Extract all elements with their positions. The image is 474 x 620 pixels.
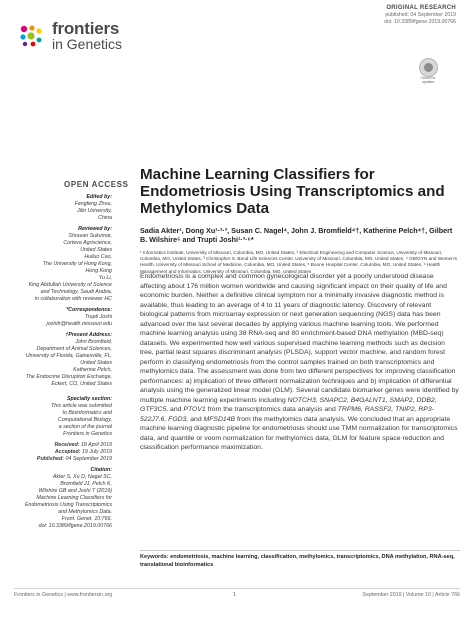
specialty-section-list xyxy=(14,403,112,438)
date-value: 04 September 2019 xyxy=(65,456,112,462)
date-accepted xyxy=(14,449,112,456)
citation-label: Citation: xyxy=(90,467,112,473)
article-dates xyxy=(14,442,112,463)
abstract xyxy=(140,272,460,453)
article-title: Machine Learning Classifiers for Endometriosis Using Transcriptomics and Methylomics Data xyxy=(140,166,445,217)
date-label: Accepted: xyxy=(54,449,81,455)
date-label: Received: xyxy=(54,442,80,448)
citation-line[interactable]: doi: 10.3389/fgene.2019.00766 xyxy=(38,523,112,529)
address-line: Eckert, CO, United States xyxy=(51,381,112,387)
specialty-section-label: Specialty section: xyxy=(66,396,112,402)
specialty-line: Frontiers in Genetics xyxy=(63,431,112,437)
citation-line: Wilshire GB and Joshi T (2019) xyxy=(38,488,112,494)
edited-by-label: Edited by: xyxy=(86,194,112,200)
published-date: published: 04 September 2019 xyxy=(385,12,456,18)
citation-text xyxy=(14,474,112,530)
date-label: Published: xyxy=(36,456,64,462)
check-for-updates-badge[interactable] xyxy=(418,58,438,82)
author-list: Sadia Akter¹, Dong Xu¹·²·³, Susan C. Nagel⁴, John J. Bromfield⁴†, Katherine Pelch⁴†, Gilbert B. Wilshire⁵ and Trupti Joshi¹·³·⁶* xyxy=(140,226,453,244)
correspondence-label: *Correspondence: xyxy=(66,307,112,313)
citation-line: and Methylomics Data. xyxy=(58,509,112,515)
specialty-line: to Bioinformatics and xyxy=(62,410,112,416)
citation-line: Bromfield JJ, Pelch K, xyxy=(60,481,112,487)
abstract-text: and xyxy=(168,406,184,413)
check-updates-label: Check for updates xyxy=(420,76,436,84)
address-line: United States xyxy=(80,360,112,366)
reviewer-line: Hong Kong xyxy=(85,268,112,274)
address-line: John Bromfield, xyxy=(75,339,112,345)
brand-name: frontiers xyxy=(52,19,120,38)
abstract-text: from the methylomics data analysis. We concluded that an appropriate machine learning diagnostic pipeline for endometriosis should use TMM normalization for transcriptomics data, and quantile or voom normalization for methylomics data, GLM for feature space reduction and classification performance maximization. xyxy=(140,415,458,451)
footer-divider xyxy=(14,588,460,589)
address-line: Department of Animal Sciences, xyxy=(36,346,112,352)
citation-line: Front. Genet. 10:766. xyxy=(61,516,112,522)
article-type: ORIGINAL RESEARCH xyxy=(386,5,456,11)
citation-line: Akter S, Xu D, Nagel SC, xyxy=(52,474,112,480)
specialty-line: Computational Biology, xyxy=(57,417,112,423)
journal-logo[interactable] xyxy=(18,17,168,57)
footer-issue: September 2019 | Volume 10 | Article 766 xyxy=(362,592,460,598)
editor-line: China xyxy=(98,215,112,221)
reviewer-line: The University of Hong Kong, xyxy=(42,261,112,267)
gene-list: PTOV1 xyxy=(183,406,206,413)
article-meta xyxy=(384,5,456,26)
present-address-list xyxy=(14,339,112,388)
date-published xyxy=(14,456,112,463)
reviewer-line: Yu Li, xyxy=(98,275,112,281)
address-line: University of Florida, Gainesville, FL, xyxy=(25,353,112,359)
reviewer-line: in collaboration with reviewer HC xyxy=(34,296,112,302)
journal-name: in Genetics xyxy=(52,36,123,52)
open-access-label: OPEN ACCESS xyxy=(64,180,129,189)
reviewer-line: United States xyxy=(80,247,112,253)
reviewed-by-label: Reviewed by: xyxy=(78,226,112,232)
specialty-line: a section of the journal xyxy=(58,424,112,430)
citation-line: Endometriosis Using Transcriptomics xyxy=(24,502,112,508)
edited-by-list xyxy=(14,201,112,222)
gene-list: NOTCH3, SNAPC2, B4GALNT1, SMAP2, DDB2, GTF3C5, xyxy=(140,396,437,413)
editor-line: Jilin University, xyxy=(77,208,112,214)
correspondence-email[interactable]: joshitr@health.missouri.edu xyxy=(46,321,112,327)
editor-line: Fengfeng Zhou, xyxy=(74,201,112,207)
reviewer-line: and Technology, Saudi Arabia, xyxy=(40,289,112,295)
abstract-text: and xyxy=(188,415,204,423)
date-value: 19 July 2019 xyxy=(81,449,112,455)
abstract-text: from the transcriptomics data analysis and xyxy=(205,406,338,413)
reviewer-line: Shravan Sukumar, xyxy=(68,233,112,239)
reviewer-line: Corteva Agriscience, xyxy=(63,240,112,246)
gene-list: TRPM6, RASSF2, TNIP2, RP3-522J7.6, FGD3, xyxy=(140,406,434,423)
gene-list: MFSD14B xyxy=(203,415,236,423)
reviewed-by-list xyxy=(14,233,112,303)
date-value: 18 April 2019 xyxy=(80,442,112,448)
sidebar-notes xyxy=(14,194,112,530)
specialty-line: This article was submitted xyxy=(51,403,112,409)
keywords xyxy=(140,554,460,569)
footer-journal-site[interactable]: Frontiers in Genetics | www.frontiersin.org xyxy=(14,592,113,598)
abstract-text: Endometriosis is a complex and common gynecological disorder yet a poorly understood disease affecting about 176 million women worldwide and causing significant impact on their quality of life and economic burden. Neither a definitive clinical symptom nor a minimally invasive diagnostic method is available, thus leading to an average of 4 to 11 years of diagnostic latency. Discovery of relevant biological patterns from microarray expression or next generation sequencing (NGS) data has been advanced over the last several decades by applying various machine learning tools. We performed machine learning analysis using 38 RNA-seq and 80 enrichment-based DNA methylation (MBD-seq) datasets. We experimented how well various supervised machine learning methods such as decision tree, partial least squares discriminant analysis (PLSDA), support vector machine, and random forest perform in classifying endometriosis from the control samples trained on both transcriptomics and methylomics data. The assessment was done from two different perspectives for improving classification performances: a) implication of three different normalization techniques and b) implication of differential analysis using the generalized linear model (GLM). Several candidate biomarker genes were identified by multiple machine learning experiments including xyxy=(140,273,459,404)
address-line: Katherine Pelch, xyxy=(73,367,112,373)
divider xyxy=(140,550,460,551)
address-line: The Endocrine Disruption Exchange, xyxy=(25,374,112,380)
correspondence-name: Trupti Joshi xyxy=(85,314,112,320)
reviewer-line: Huiluo Cao, xyxy=(84,254,112,260)
check-updates-icon xyxy=(419,58,438,77)
citation-line: Machine Learning Classifiers for xyxy=(36,495,112,501)
frontiers-logo-icon xyxy=(18,23,44,49)
article-doi[interactable]: doi: 10.3389/fgene.2019.00766 xyxy=(384,19,456,25)
footer-page-number: 1 xyxy=(233,592,236,598)
reviewer-line: King Abdullah University of Science xyxy=(28,282,112,288)
date-received xyxy=(14,442,112,449)
keywords-label: Keywords: xyxy=(140,554,169,560)
keywords-text: endometriosis, machine learning, classification, methylomics, transcriptomics, DNA methylation, RNA-seq, translational bioinformatics xyxy=(140,554,455,568)
present-address-label: †Present Address: xyxy=(65,332,112,338)
affiliations: ¹ Informatics Institute, University of Missouri, Columbia, MO, United States, ² Electrical Engineering and Computer Science, University of Missouri, Columbia, MO, United States, ³ Christopher S. Bond Life Sciences Center, University of Missouri, Columbia, MO, United States, ⁴ OB/GYN and Women's Health, University of Missouri School of Medicine, Columbia, MO, United States, ⁵ Boone Hospital Center, Columbia, MO, United States, ⁶ Health Management and Informatics, University of Missouri, Columbia, MO, United States xyxy=(140,250,458,274)
